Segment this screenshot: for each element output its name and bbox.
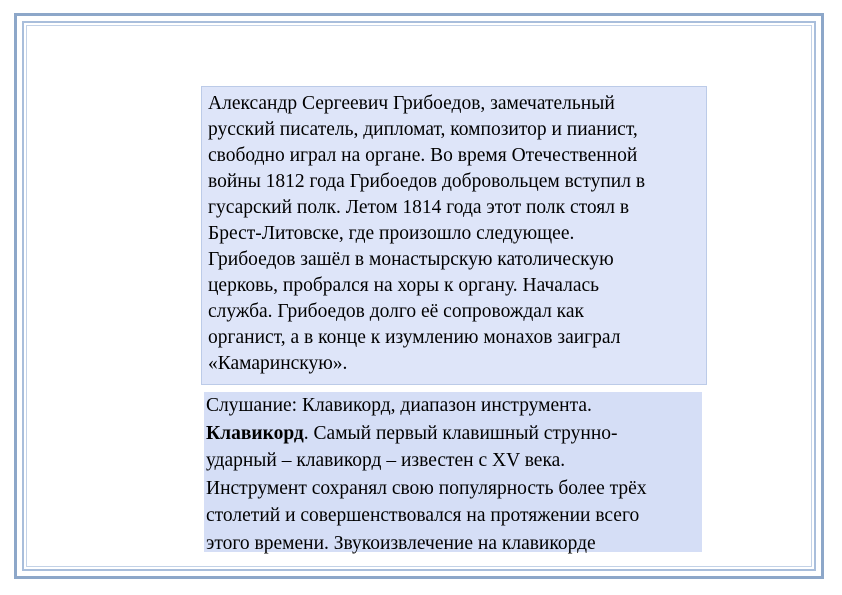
term-clavichord: Клавикорд xyxy=(206,422,304,444)
listening-line: Инструмент сохранял свою популярность более трёх xyxy=(206,477,647,499)
biography-line: церковь, пробрался на хоры к органу. Началась xyxy=(208,275,600,296)
biography-line: Грибоедов зашёл в монастырскую католическую xyxy=(208,249,614,270)
biography-line: Брест-Литовске, где произошло следующее. xyxy=(208,223,575,244)
biography-line: органист, а в конце к изумлению монахов заиграл xyxy=(208,327,621,348)
listening-line xyxy=(206,420,702,448)
listening-text-box xyxy=(204,392,702,552)
listening-title-line: Слушание: Клавикорд, диапазон инструмента. xyxy=(206,395,592,416)
listening-line-rest: . Самый первый клавишный струнно- xyxy=(303,422,618,444)
listening-line: столетий и совершенствовался на протяжении всего xyxy=(206,505,640,526)
biography-line: служба. Грибоедов долго её сопровождал как xyxy=(208,301,584,322)
listening-line: этого времени. Звукоизвлечение на клавикорде xyxy=(206,532,596,554)
biography-text-box xyxy=(201,86,707,385)
biography-line: Александр Сергеевич Грибоедов, замечательный xyxy=(208,93,615,114)
biography-line: свободно играл на органе. Во время Отечественной xyxy=(208,145,638,166)
biography-line: гусарский полк. Летом 1814 года этот полк стоял в xyxy=(208,197,630,218)
biography-line: войны 1812 года Грибоедов добровольцем вступил в xyxy=(208,171,646,192)
listening-line: ударный – клавикорд – известен с XV века. xyxy=(206,450,566,471)
biography-line: «Камаринскую». xyxy=(208,353,348,374)
biography-line: русский писатель, дипломат, композитор и пианист, xyxy=(208,119,638,140)
